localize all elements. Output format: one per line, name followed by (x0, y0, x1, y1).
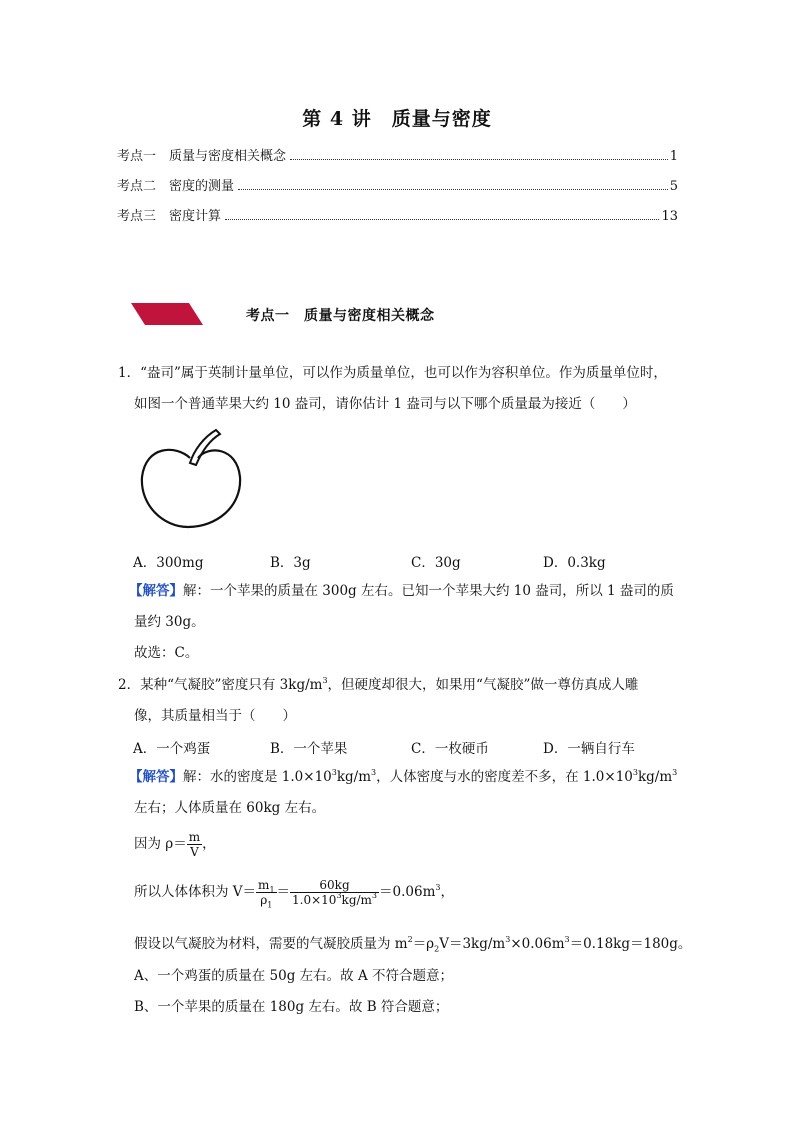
analysis-a: A、一个鸡蛋的质量在 50g 左右。故 A 不符合题意； (134, 968, 453, 984)
formula-text: 1.0×10 (292, 893, 337, 907)
formula-text: ×0.06m (510, 936, 565, 952)
toc-page-number: 13 (661, 209, 678, 224)
density-formula (134, 830, 216, 859)
superscript: 3 (371, 767, 377, 777)
toc-label: 考点二 密度的测量 (117, 179, 235, 194)
question-2-text (118, 676, 638, 694)
option-d[interactable]: D．0.3kg (543, 555, 606, 571)
answer-2-cont: 左右；人体质量在 60kg 左右。 (134, 800, 326, 816)
fraction-numerator: m (188, 830, 201, 844)
formula-text: V＝3kg/m (439, 936, 506, 952)
formula-text: 因为 ρ＝ (134, 836, 187, 852)
superscript: 3 (672, 767, 678, 777)
question-2-text-part: ，但硬度却很大，如果用“气凝胶”做一尊仿真成人雕 (327, 677, 639, 693)
superscript: 3 (371, 891, 378, 900)
fraction (187, 830, 202, 859)
answer-2 (129, 768, 677, 786)
formula-text: ＝0.06m (379, 884, 436, 900)
answer-1 (129, 582, 674, 600)
formula-text: 假设以气凝胶为材料，需要的气凝胶质量为 m (134, 936, 408, 952)
option-a[interactable]: A．一个鸡蛋 (133, 741, 211, 757)
answer-text: kg/m (637, 769, 673, 785)
option-d[interactable]: D．一辆自行车 (543, 741, 635, 757)
fraction-denominator (290, 893, 379, 907)
formula-text: m (258, 878, 270, 892)
formula-text: ， (440, 884, 454, 900)
subscript: 1 (267, 900, 273, 910)
answer-text: kg/m (336, 769, 372, 785)
analysis-b: B、一个苹果的质量在 180g 左右。故 B 符合题意； (134, 999, 449, 1015)
superscript: 3 (435, 882, 441, 892)
formula-text: ＝0.18kg＝180g。 (569, 936, 692, 952)
formula-text: ＝ (276, 884, 291, 900)
formula-text: ＝ρ (412, 936, 435, 952)
fraction-denominator: V (190, 845, 199, 859)
question-1-text: 1．“盎司”属于英制计量单位，可以作为质量单位，也可以作为容积单位。作为质量单位时， (118, 365, 667, 381)
answer-text: 解：一个苹果的质量在 300g 左右。已知一个苹果大约 10 盎司，所以 1 盎司的质 (183, 583, 674, 599)
toc-item-3[interactable] (117, 204, 678, 224)
answer-1-choice: 故选：C。 (134, 645, 199, 661)
formula-text: ρ (260, 893, 268, 907)
formula-text: kg/m (341, 893, 372, 907)
toc-label: 考点三 密度计算 (117, 209, 222, 224)
formula-text: 所以人体体积为 V＝ (134, 884, 257, 900)
superscript: 3 (564, 934, 570, 944)
fraction (290, 878, 379, 907)
volume-formula (134, 878, 454, 910)
subscript: 1 (269, 885, 275, 895)
toc-leader (290, 159, 668, 160)
superscript: 3 (322, 675, 328, 685)
apple-icon (138, 425, 248, 533)
formula-text: ， (202, 836, 216, 852)
superscript: 3 (505, 934, 511, 944)
option-c[interactable]: C．30g (411, 555, 461, 571)
option-b[interactable]: B．3g (270, 555, 311, 571)
toc-label: 考点一 质量与密度相关概念 (117, 149, 287, 164)
answer-tag: 【解答】 (129, 769, 183, 785)
fraction (256, 878, 276, 910)
superscript: 3 (336, 891, 342, 900)
superscript: 3 (632, 767, 638, 777)
superscript: 3 (331, 767, 337, 777)
question-2-text-cont: 像，其质量相当于（ ） (134, 708, 296, 724)
answer-text: ，人体密度与水的密度差不多，在 1.0×10 (376, 769, 633, 785)
toc-leader (238, 189, 668, 190)
fraction-numerator: 60kg (290, 878, 379, 893)
answer-text: 解：水的密度是 1.0×10 (183, 769, 332, 785)
page-title: 第 4 讲 质量与密度 (302, 108, 492, 130)
answer-tag: 【解答】 (129, 583, 183, 599)
option-c[interactable]: C．一枚硬币 (411, 741, 489, 757)
section-heading: 考点一 质量与密度相关概念 (246, 308, 435, 324)
toc-leader (225, 219, 659, 220)
option-a[interactable]: A．300mg (133, 555, 204, 571)
toc-item-2[interactable] (117, 174, 678, 194)
option-b[interactable]: B．一个苹果 (270, 741, 348, 757)
mass-calculation (134, 935, 691, 953)
toc-page-number: 5 (669, 179, 678, 194)
fraction-numerator (256, 878, 276, 893)
section-banner-icon (131, 303, 203, 325)
superscript: 2 (407, 934, 413, 944)
toc-page-number: 1 (669, 149, 678, 164)
answer-1-cont: 量约 30g。 (134, 614, 205, 630)
toc-item-1[interactable] (117, 144, 678, 164)
fraction-denominator (256, 893, 276, 910)
question-2-text-part: 2．某种“气凝胶”密度只有 3kg/m (118, 677, 323, 693)
question-1-text-cont: 如图一个普通苹果大约 10 盎司，请你估计 1 盎司与以下哪个质量最为接近（ ） (134, 396, 636, 412)
subscript: 2 (434, 944, 440, 954)
